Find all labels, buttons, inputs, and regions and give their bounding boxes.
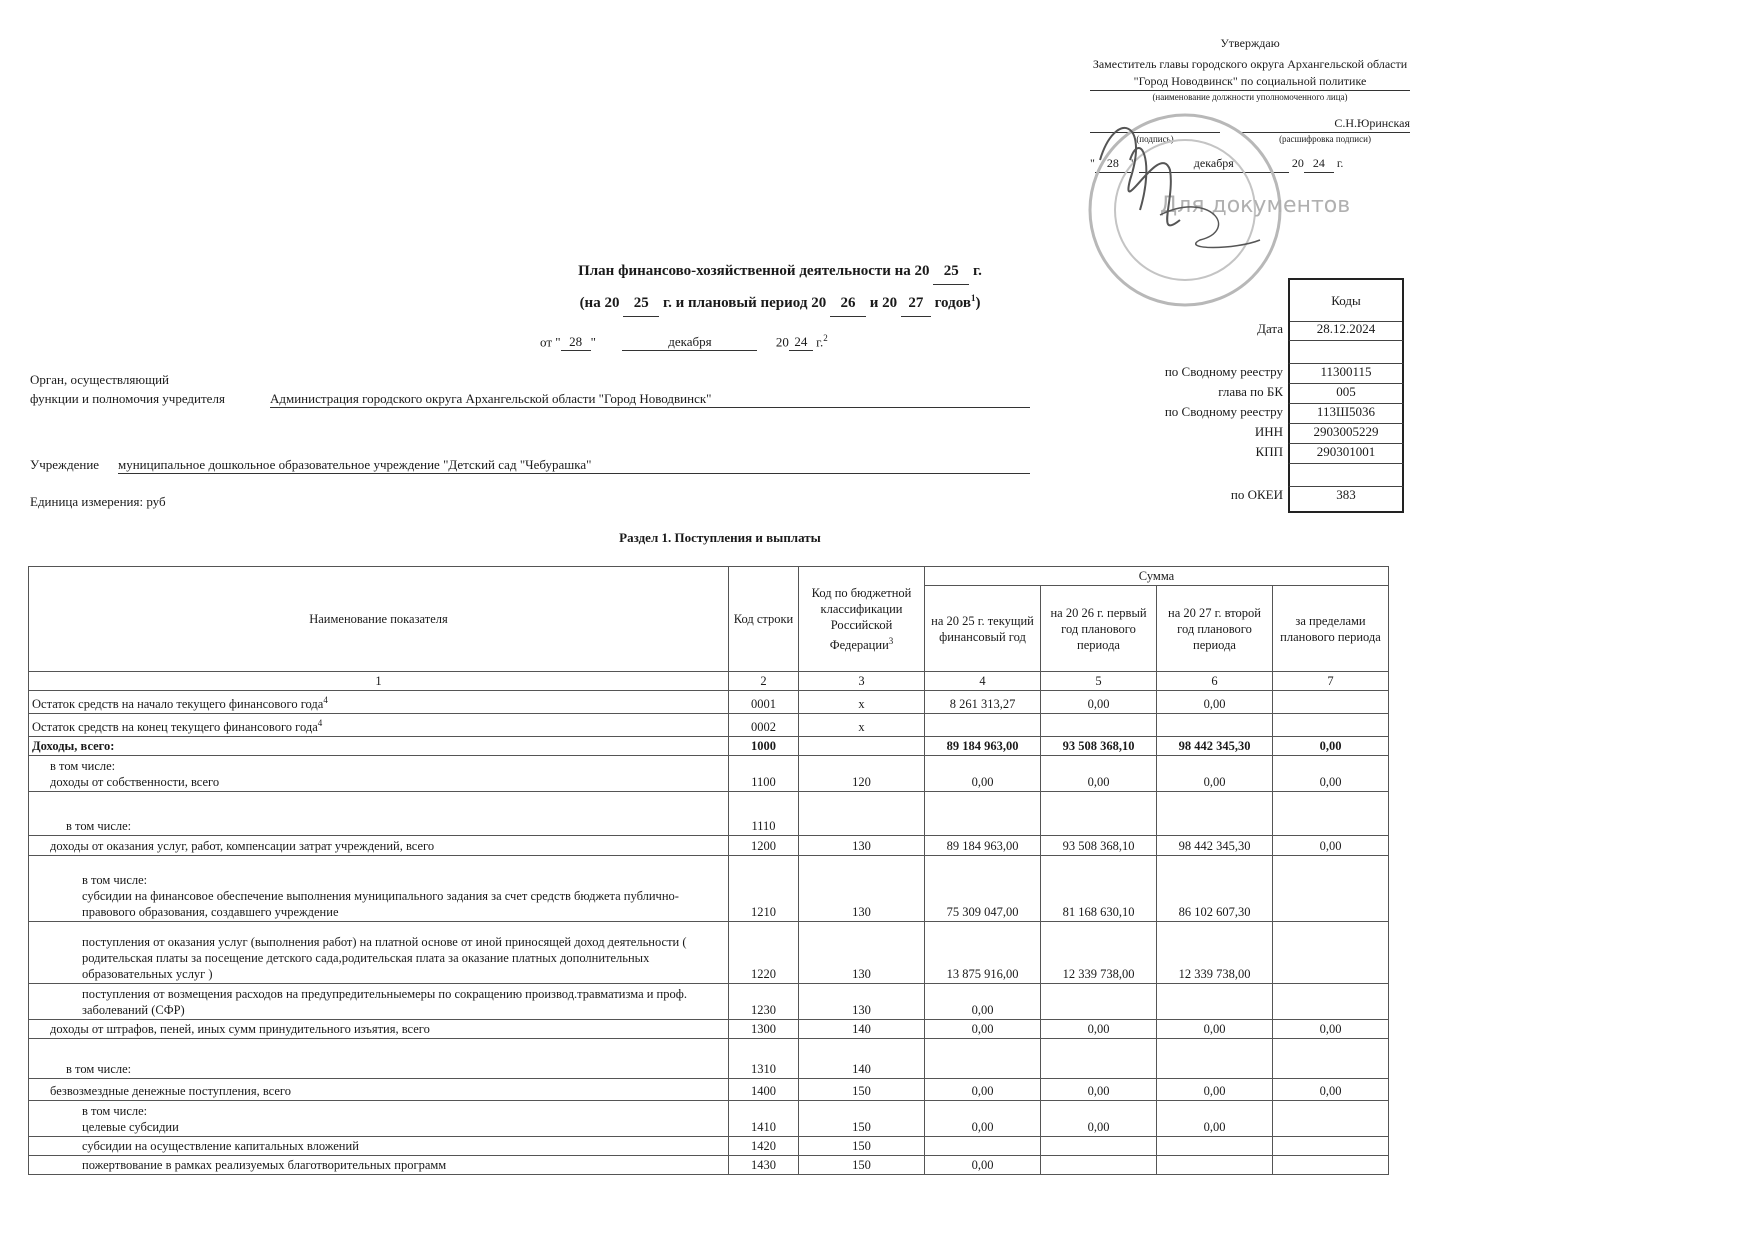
row-value-year3 xyxy=(1157,714,1273,737)
row-value-year3: 12 339 738,00 xyxy=(1157,922,1273,984)
row-code: 1100 xyxy=(729,756,799,792)
row-name xyxy=(29,1039,729,1079)
row-value-beyond: 0,00 xyxy=(1273,836,1389,856)
row-name xyxy=(29,792,729,836)
row-value-year1: 75 309 047,00 xyxy=(925,856,1041,922)
table-row xyxy=(29,1020,1389,1039)
row-value-year2: 93 508 368,10 xyxy=(1041,737,1157,756)
row-value-year2 xyxy=(1041,792,1157,836)
row-value-beyond xyxy=(1273,691,1389,714)
row-name-text: Остаток средств на начало текущего финансового года xyxy=(32,697,324,712)
colnum-2: 2 xyxy=(729,672,799,691)
row-code: 1000 xyxy=(729,737,799,756)
code-value-bk-head: 005 xyxy=(1288,384,1404,404)
row-bk-code: 150 xyxy=(799,1156,925,1175)
approval-heading: Утверждаю xyxy=(1220,36,1280,50)
row-bk-code xyxy=(799,737,925,756)
approval-date-suffix: г. xyxy=(1336,156,1344,170)
row-name xyxy=(29,1020,729,1039)
row-name-text: в том числе: доходы от собственности, всего xyxy=(50,759,220,790)
row-value-year2 xyxy=(1041,1156,1157,1175)
row-code: 1110 xyxy=(729,792,799,836)
row-value-year2: 93 508 368,10 xyxy=(1041,836,1157,856)
row-value-beyond: 0,00 xyxy=(1273,737,1389,756)
row-name-text: безвозмездные денежные поступления, всего xyxy=(50,1084,291,1099)
row-name xyxy=(29,1156,729,1175)
row-code: 0002 xyxy=(729,714,799,737)
code-value-kpp: 290301001 xyxy=(1288,444,1404,464)
row-value-year1 xyxy=(925,1137,1041,1156)
row-bk-code: 150 xyxy=(799,1137,925,1156)
row-value-year2: 0,00 xyxy=(1041,1101,1157,1137)
code-value-date: 28.12.2024 xyxy=(1288,321,1404,341)
row-value-beyond xyxy=(1273,792,1389,836)
row-value-year3 xyxy=(1157,1137,1273,1156)
row-name xyxy=(29,1101,729,1137)
row-name-text: в том числе: xyxy=(66,1062,132,1077)
row-code: 1200 xyxy=(729,836,799,856)
row-name xyxy=(29,1137,729,1156)
name-caption: (расшифровка подписи) xyxy=(1279,134,1371,144)
row-value-year3: 98 442 345,30 xyxy=(1157,836,1273,856)
row-value-year3: 0,00 xyxy=(1157,756,1273,792)
table-row xyxy=(29,792,1389,836)
row-value-beyond xyxy=(1273,984,1389,1020)
header-code: Код строки xyxy=(729,567,799,672)
row-bk-code: 120 xyxy=(799,756,925,792)
row-name-text: доходы от штрафов, пеней, иных сумм принудительного изъятия, всего xyxy=(50,1022,430,1037)
row-name xyxy=(29,691,729,714)
row-bk-code: 130 xyxy=(799,836,925,856)
row-value-year2: 0,00 xyxy=(1041,756,1157,792)
row-value-beyond xyxy=(1273,856,1389,922)
row-value-year3: 0,00 xyxy=(1157,1020,1273,1039)
title-footnote-1: 1 xyxy=(970,293,976,303)
row-name-text: в том числе: субсидии на финансовое обеспечение выполнения муниципального задания за счет средств бюджета публично-правового образования, создавшего учреждение xyxy=(82,873,679,920)
row-code: 1420 xyxy=(729,1137,799,1156)
founder-label-line1: Орган, осуществляющий xyxy=(30,372,169,387)
row-value-beyond xyxy=(1273,1137,1389,1156)
row-value-year2: 0,00 xyxy=(1041,1020,1157,1039)
code-label-inn: ИНН xyxy=(1254,424,1283,439)
row-value-beyond: 0,00 xyxy=(1273,756,1389,792)
colnum-7: 7 xyxy=(1273,672,1389,691)
row-value-year3: 0,00 xyxy=(1157,1079,1273,1101)
table-row xyxy=(29,1039,1389,1079)
row-footnote: 4 xyxy=(317,718,323,729)
table-row xyxy=(29,984,1389,1020)
codes-header: Коды xyxy=(1288,278,1404,322)
row-name xyxy=(29,984,729,1020)
institution-label: Учреждение xyxy=(30,457,100,472)
row-name xyxy=(29,714,729,737)
row-name-text: поступления от возмещения расходов на предупредительныемеры по сокращению производ.травматизма и проф. заболеваний (СФР) xyxy=(82,987,687,1018)
row-bk-code: 130 xyxy=(799,984,925,1020)
row-bk-code: 150 xyxy=(799,1101,925,1137)
row-code: 1410 xyxy=(729,1101,799,1137)
title-line2-part3: и 20 xyxy=(869,295,898,311)
row-name xyxy=(29,922,729,984)
seal-text: Для документов xyxy=(1160,193,1351,218)
row-value-year1: 0,00 xyxy=(925,1020,1041,1039)
row-value-year1 xyxy=(925,1039,1041,1079)
row-name xyxy=(29,1079,729,1101)
row-value-beyond xyxy=(1273,1101,1389,1137)
row-bk-code: x xyxy=(799,691,925,714)
row-value-year1: 0,00 xyxy=(925,984,1041,1020)
approval-date-month: декабря xyxy=(1139,155,1289,173)
row-value-beyond: 0,00 xyxy=(1273,1020,1389,1039)
approval-name: С.Н.Юринская xyxy=(1240,115,1410,133)
code-value-inn: 2903005229 xyxy=(1288,424,1404,444)
row-value-year3: 98 442 345,30 xyxy=(1157,737,1273,756)
plan-date-month: декабря xyxy=(622,334,757,351)
title-line1-suffix: г. xyxy=(973,263,982,279)
row-code: 1210 xyxy=(729,856,799,922)
row-code: 0001 xyxy=(729,691,799,714)
colnum-4: 4 xyxy=(925,672,1041,691)
table-row xyxy=(29,691,1389,714)
row-value-year2 xyxy=(1041,984,1157,1020)
row-value-year1: 0,00 xyxy=(925,1079,1041,1101)
row-value-year1: 89 184 963,00 xyxy=(925,836,1041,856)
plan-date-prefix: от " xyxy=(540,334,561,350)
row-value-year2 xyxy=(1041,1039,1157,1079)
row-name-text: в том числе: целевые субсидии xyxy=(82,1104,179,1135)
row-value-year1: 8 261 313,27 xyxy=(925,691,1041,714)
code-label-kpp: КПП xyxy=(1255,444,1283,459)
row-bk-code: 130 xyxy=(799,856,925,922)
row-value-year2: 12 339 738,00 xyxy=(1041,922,1157,984)
title-line2-year3: 27 xyxy=(901,290,931,317)
header-bk xyxy=(799,567,925,672)
unit-label: Единица измерения: руб xyxy=(30,494,166,509)
document-title xyxy=(420,258,1140,317)
approval-date-day: 28 xyxy=(1095,155,1131,173)
row-name xyxy=(29,737,729,756)
title-year: 25 xyxy=(933,258,969,285)
title-line2-close: ) xyxy=(975,295,981,311)
title-line2-part2: г. и плановый период 20 xyxy=(662,295,827,311)
row-value-year1: 13 875 916,00 xyxy=(925,922,1041,984)
colnum-1: 1 xyxy=(29,672,729,691)
row-value-year3 xyxy=(1157,1156,1273,1175)
table-row xyxy=(29,1156,1389,1175)
code-value-blank2 xyxy=(1288,464,1404,487)
colnum-6: 6 xyxy=(1157,672,1273,691)
header-bk-footnote: 3 xyxy=(888,635,894,646)
row-name-text: доходы от оказания услуг, работ, компенсации затрат учреждений, всего xyxy=(50,839,435,854)
header-name: Наименование показателя xyxy=(29,567,729,672)
row-value-year2 xyxy=(1041,1137,1157,1156)
code-label-okei: по ОКЕИ xyxy=(1230,487,1283,502)
row-footnote: 4 xyxy=(323,695,328,705)
row-code: 1230 xyxy=(729,984,799,1020)
row-name-text: Доходы, всего: xyxy=(32,739,115,754)
row-value-year3: 0,00 xyxy=(1157,1101,1273,1137)
plan-date-year-prefix: 20 xyxy=(775,334,789,350)
table-row xyxy=(29,1101,1389,1137)
header-bk-text: Код по бюджетной классификации Российской Федерации xyxy=(811,585,912,653)
row-name xyxy=(29,756,729,792)
row-value-year1: 0,00 xyxy=(925,756,1041,792)
colnum-3: 3 xyxy=(799,672,925,691)
row-value-beyond xyxy=(1273,1156,1389,1175)
approval-position-caption: (наименование должности уполномоченного лица) xyxy=(1152,92,1348,102)
row-value-year2: 0,00 xyxy=(1041,1079,1157,1101)
row-bk-code: 140 xyxy=(799,1020,925,1039)
row-value-beyond xyxy=(1273,1039,1389,1079)
table-row xyxy=(29,836,1389,856)
title-line2-part1: (на 20 xyxy=(579,295,620,311)
row-value-year3 xyxy=(1157,984,1273,1020)
row-value-beyond xyxy=(1273,714,1389,737)
row-value-year3: 0,00 xyxy=(1157,691,1273,714)
code-value-registry2: 113Ш5036 xyxy=(1288,404,1404,424)
row-value-year1: 0,00 xyxy=(925,1156,1041,1175)
code-label-date: Дата xyxy=(1257,321,1283,336)
row-value-year2: 0,00 xyxy=(1041,691,1157,714)
row-bk-code xyxy=(799,792,925,836)
code-label-bk-head: глава по БК xyxy=(1218,384,1283,399)
row-bk-code: x xyxy=(799,714,925,737)
row-value-year3: 86 102 607,30 xyxy=(1157,856,1273,922)
header-beyond: за пределами планового периода xyxy=(1273,586,1389,672)
table-row xyxy=(29,1079,1389,1101)
row-name-text: Остаток средств на конец текущего финансового года xyxy=(32,720,318,735)
plan-date-year: 24 xyxy=(789,334,813,351)
row-name-text: пожертвование в рамках реализуемых благотворительных программ xyxy=(82,1158,447,1173)
row-value-beyond xyxy=(1273,922,1389,984)
row-name xyxy=(29,836,729,856)
founder-value: Администрация городского округа Архангельской области "Город Новодвинск" xyxy=(270,391,1030,408)
header-sum: Сумма xyxy=(925,567,1389,586)
approval-position: Заместитель главы городского округа Архангельской области "Город Новодвинск" по социальной политике xyxy=(1090,56,1410,91)
row-bk-code: 130 xyxy=(799,922,925,984)
row-value-beyond: 0,00 xyxy=(1273,1079,1389,1101)
row-name-text: поступления от оказания услуг (выполнения работ) на платной основе от иной приносящей доход деятельности ( родительская платы за посещение детского сада,родительская плата за оказание платных дополнительных образовательных услуг ) xyxy=(82,935,687,982)
header-year2: на 20 26 г. первый год планового периода xyxy=(1041,586,1157,672)
title-line2-part4: годов xyxy=(934,295,971,311)
plan-date-quote: " xyxy=(590,334,596,350)
plan-date-day: 28 xyxy=(561,334,591,351)
approval-date: " 28 " декабря 20 24 г. xyxy=(1090,155,1410,173)
row-value-year1: 89 184 963,00 xyxy=(925,737,1041,756)
row-bk-code: 140 xyxy=(799,1039,925,1079)
approval-date-year-prefix: 20 xyxy=(1291,156,1304,170)
header-year1: на 20 25 г. текущий финансовый год xyxy=(925,586,1041,672)
row-value-year1 xyxy=(925,714,1041,737)
code-value-registry1: 11300115 xyxy=(1288,364,1404,384)
row-name-text: субсидии на осуществление капитальных вложений xyxy=(82,1139,359,1154)
table-row xyxy=(29,756,1389,792)
row-code: 1430 xyxy=(729,1156,799,1175)
table-row xyxy=(29,1137,1389,1156)
code-label-registry1: по Сводному реестру xyxy=(1164,364,1283,379)
plan-date xyxy=(540,333,828,351)
row-bk-code: 150 xyxy=(799,1079,925,1101)
row-value-year1: 0,00 xyxy=(925,1101,1041,1137)
row-value-year3 xyxy=(1157,792,1273,836)
plan-date-suffix: г. xyxy=(816,334,824,350)
row-name-text: в том числе: xyxy=(66,819,132,834)
colnum-5: 5 xyxy=(1041,672,1157,691)
row-code: 1310 xyxy=(729,1039,799,1079)
code-value-blank1 xyxy=(1288,341,1404,364)
code-value-okei: 383 xyxy=(1288,487,1404,513)
row-value-year2 xyxy=(1041,714,1157,737)
header-year3: на 20 27 г. второй год планового периода xyxy=(1157,586,1273,672)
table-row xyxy=(29,856,1389,922)
row-name xyxy=(29,856,729,922)
title-line2-year2: 26 xyxy=(830,290,866,317)
code-label-registry2: по Сводному реестру xyxy=(1164,404,1283,419)
title-line1-prefix: План финансово-хозяйственной деятельности на 20 xyxy=(578,263,930,279)
row-value-year3 xyxy=(1157,1039,1273,1079)
row-value-year1 xyxy=(925,792,1041,836)
table-row xyxy=(29,714,1389,737)
approval-date-year: 24 xyxy=(1304,155,1334,173)
table-row xyxy=(29,737,1389,756)
plan-date-footnote: 2 xyxy=(823,333,828,343)
row-code: 1400 xyxy=(729,1079,799,1101)
row-code: 1220 xyxy=(729,922,799,984)
institution-value: муниципальное дошкольное образовательное учреждение "Детский сад "Чебурашка" xyxy=(118,457,1030,474)
receipts-payments-table xyxy=(28,566,1389,1175)
row-value-year2: 81 168 630,10 xyxy=(1041,856,1157,922)
section-title: Раздел 1. Поступления и выплаты xyxy=(619,530,821,545)
signature-caption: (подпись) xyxy=(1136,134,1174,144)
table-row xyxy=(29,922,1389,984)
title-line2-year1: 25 xyxy=(623,290,659,317)
row-code: 1300 xyxy=(729,1020,799,1039)
founder-label-line2: функции и полномочия учредителя xyxy=(30,391,225,406)
